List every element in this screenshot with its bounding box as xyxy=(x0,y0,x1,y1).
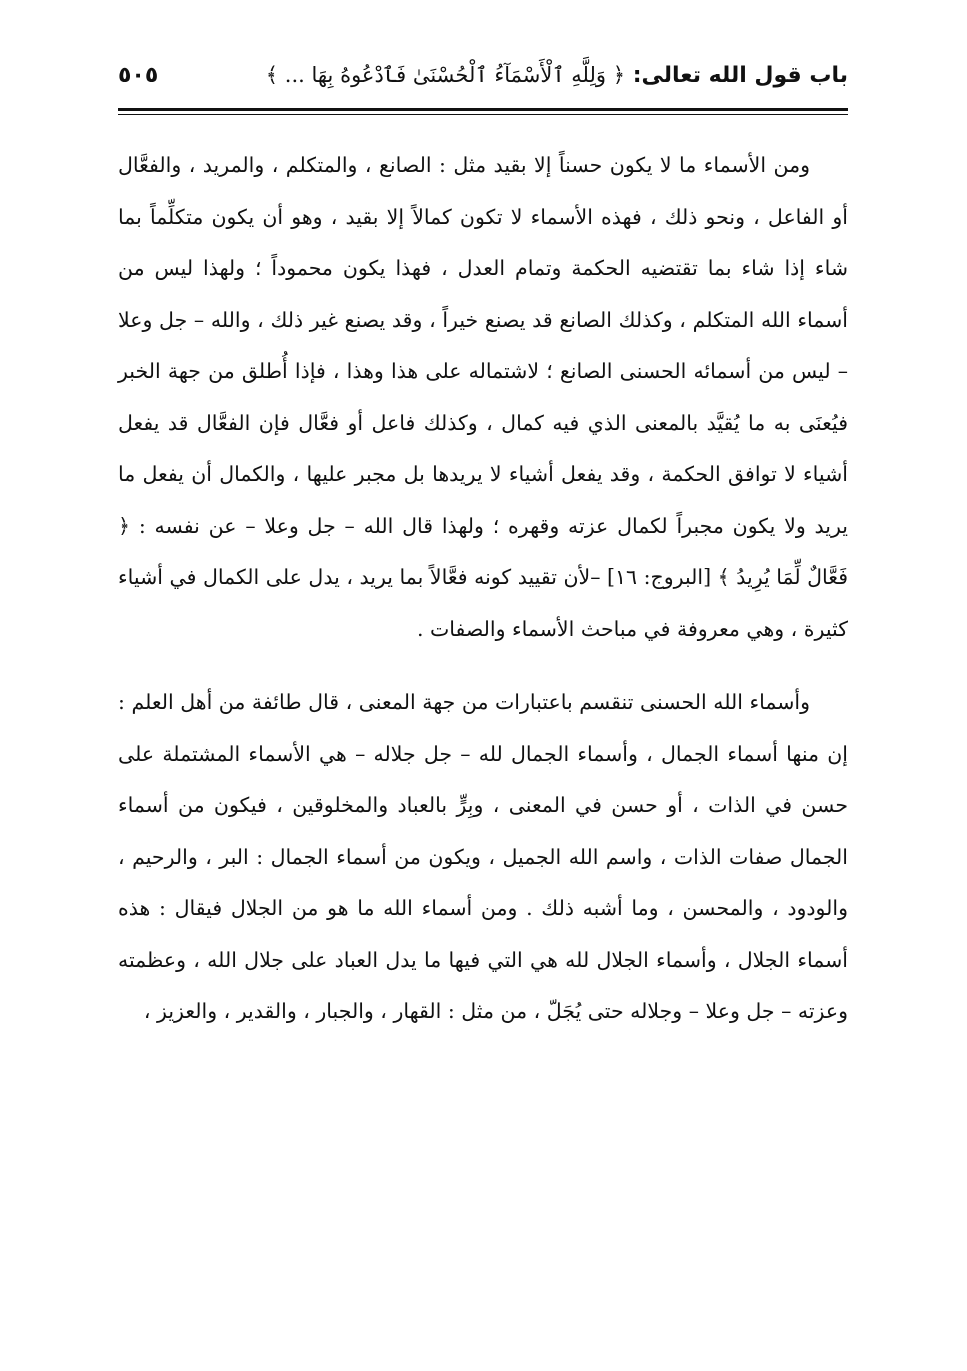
page-number: ٥٠٥ xyxy=(118,62,159,88)
paragraph-1: ومن الأسماء ما لا يكون حسناً إلا بقيد مثل : الصانع ، والمتكلم ، والمريد ، والفعَّال أو الفاعل ، ونحو ذلك ، فهذه الأسماء لا تكون كمالاً إلا بقيد ، وهو أن يكون متكلِّماً بما شاء إذا شاء بما تقتضيه الحكمة وتمام العدل ، فهذا يكون محموداً ؛ ولهذا ليس من أسماء الله المتكلم ، وكذلك الصانع قد يصنع خيراً ، وقد يصنع غير ذلك ، والله – جل وعلا – ليس من أسمائه الحسنى الصانع ؛ لاشتماله على هذا وهذا ، فإذا أُطلق من جهة الخبر فيُعنَى به ما يُقيَّد بالمعنى الذي فيه كمال ، وكذلك فاعل أو فعَّال فإن الفعَّال قد يفعل أشياء لا توافق الحكمة ، وقد يفعل أشياء لا يريدها بل مجبر عليها ، والكمال أن يفعل ما يريد ولا يكون مجبراً لكمال عزته وقهره ؛ ولهذا قال الله – جل وعلا – عن نفسه : ﴿ فَعَّالٌ لِّمَا يُرِيدُ ﴾ [البروج: ١٦] –لأن تقييد كونه فعَّالاً بما يريد ، يدل على الكمال في أشياء كثيرة ، وهي معروفة في مباحث الأسماء والصفات . xyxy=(118,153,848,641)
chapter-title-verse: ﴿ وَلِلَّهِ ٱلْأَسْمَآءُ ٱلْحُسْنَىٰ فَٱدْعُوهُ بِهَا ... ﴾ xyxy=(265,62,626,87)
page-body xyxy=(118,140,848,1038)
header-divider xyxy=(118,108,848,111)
chapter-title xyxy=(266,63,848,88)
header-divider-thin xyxy=(118,114,848,115)
paragraph-2: وأسماء الله الحسنى تنقسم باعتبارات من جهة المعنى ، قال طائفة من أهل العلم : إن منها أسماء الجمال ، وأسماء الجمال لله – جل جلاله – هي الأسماء المشتملة على حسن في الذات ، أو حسن في المعنى ، وبِرٍّ بالعباد والمخلوقين ، فيكون من أسماء الجمال صفات الذات ، واسم الله الجميل ، ويكون من أسماء الجمال : البر ، والرحيم ، والودود ، والمحسن ، وما أشبه ذلك . ومن أسماء الله ما هو من الجلال فيقال : هذه أسماء الجلال ، وأسماء الجلال لله هي التي فيها ما يدل العباد على جلال الله ، وعظمته وعزته – جل وعلا – وجلاله حتى يُجَلّ ، من مثل : القهار ، والجبار ، والقدير ، والعزيز ، xyxy=(118,690,848,1023)
running-header xyxy=(118,48,848,102)
chapter-title-lead: باب قول الله تعالى: xyxy=(632,62,848,88)
